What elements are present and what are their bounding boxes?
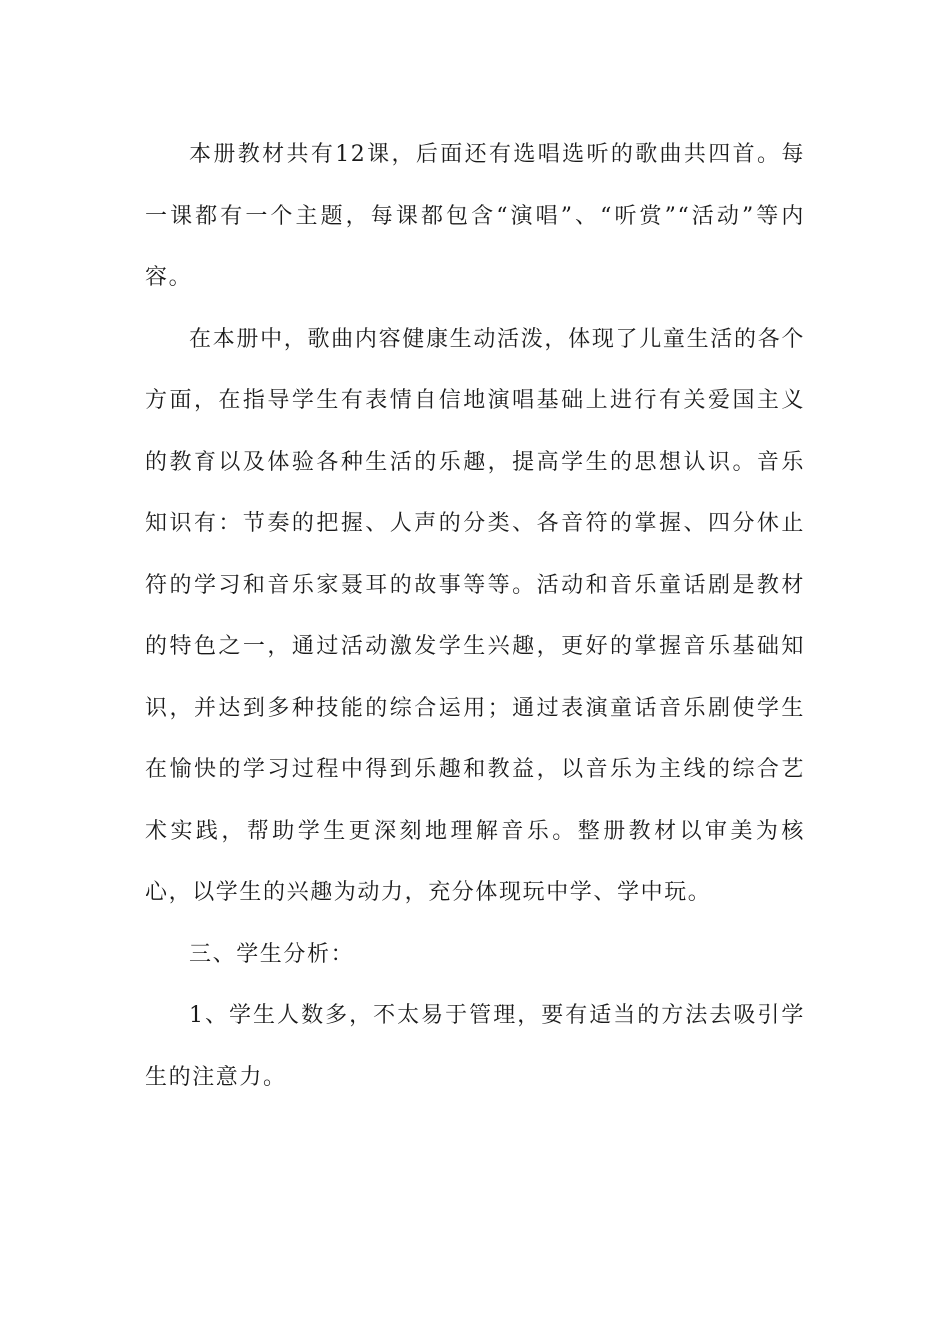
paragraph-student-point-1: 1、学生人数多，不太易于管理，要有适当的方法去吸引学生的注意力。	[145, 1003, 805, 1090]
section-heading-student-analysis: 三、学生分析：	[189, 941, 355, 967]
paragraph-textbook-overview: 本册教材共有12课，后面还有选唱选听的歌曲共四首。每一课都有一个主题，每课都包含“演唱”、“听赏”“活动”等内容。	[145, 142, 805, 290]
paragraph-textbook-content: 在本册中，歌曲内容健康生动活泼，体现了儿童生活的各个方面，在指导学生有表情自信地演唱基础上进行有关爱国主义的教育以及体验各种生活的乐趣，提高学生的思想认识。音乐知识有：节奏的把握、人声的分类、各音符的掌握、四分休止符的学习和音乐家聂耳的故事等等。活动和音乐童话剧是教材的特色之一，通过活动激发学生兴趣，更好的掌握音乐基础知识，并达到多种技能的综合运用；通过表演童话音乐剧使学生在愉快的学习过程中得到乐趣和教益，以音乐为主线的综合艺术实践，帮助学生更深刻地理解音乐。整册教材以审美为核心，以学生的兴趣为动力，充分体现玩中学、学中玩。	[145, 326, 805, 905]
document-body	[145, 124, 805, 1108]
